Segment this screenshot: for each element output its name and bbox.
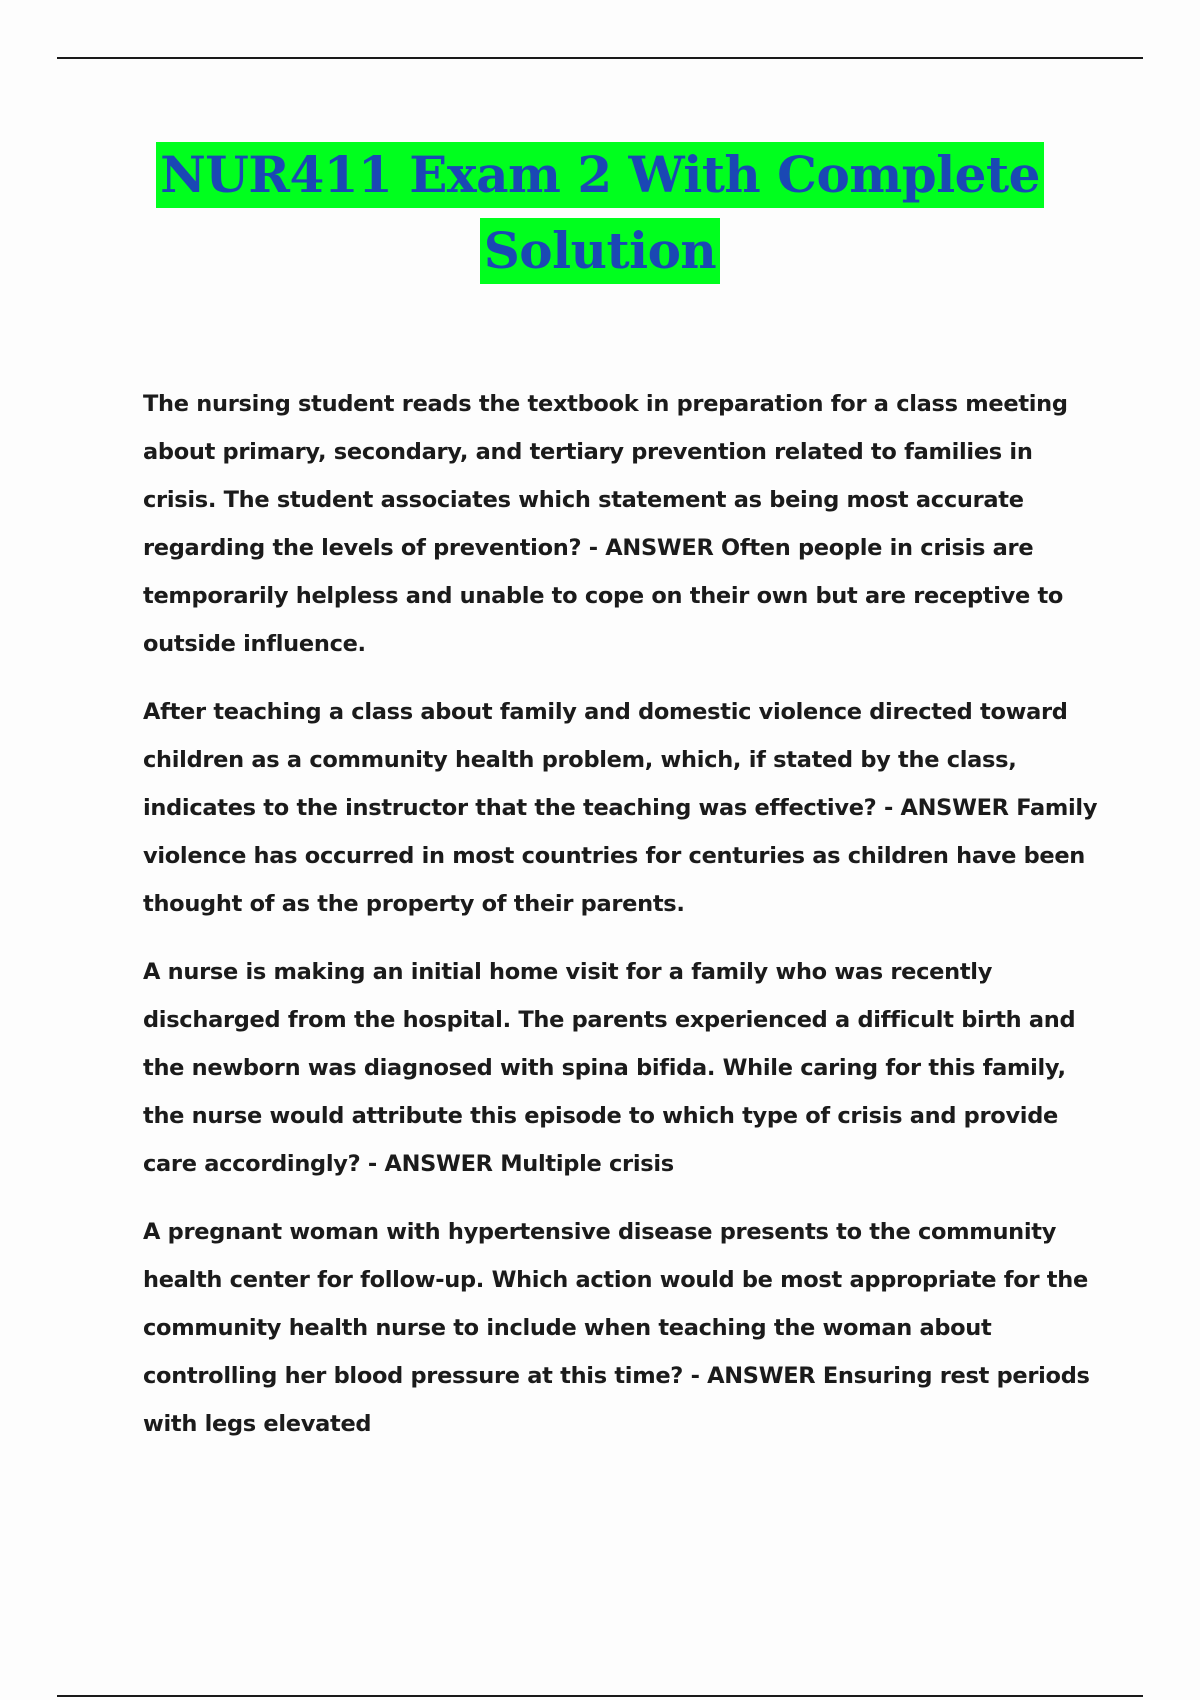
bottom-rule — [57, 1695, 1143, 1697]
title-line-2: Solution — [480, 218, 721, 284]
question-answer-item: After teaching a class about family and domestic violence directed toward children as a community health problem, which, if stated by the class, indicates to the instructor that the teaching was effective? - ANSWER Family violence has occurred in most countries for centuries as children have been thought of as the property of their parents. — [143, 699, 1098, 917]
question-list — [143, 380, 1103, 1468]
question-answer-item: The nursing student reads the textbook in preparation for a class meeting about primary, secondary, and tertiary prevention related to families in crisis. The student associates which statement as being most accurate regarding the levels of prevention? - ANSWER Often people in crisis are temporarily helpless and unable to cope on their own but are receptive to outside influence. — [143, 391, 1068, 657]
question-answer-item: A pregnant woman with hypertensive disease presents to the community health center for follow-up. Which action would be most appropriate for the community health nurse to include when teaching the woman about controlling her blood pressure at this time? - ANSWER Ensuring rest periods with legs elevated — [143, 1219, 1090, 1437]
top-rule — [57, 57, 1143, 59]
question-answer-item: A nurse is making an initial home visit for a family who was recently discharged from the hospital. The parents experienced a difficult birth and the newborn was diagnosed with spina bifida. While caring for this family, the nurse would attribute this episode to which type of crisis and provide care accordingly? - ANSWER Multiple crisis — [143, 959, 1076, 1177]
title-line-1: NUR411 Exam 2 With Complete — [156, 142, 1044, 208]
document-title — [0, 142, 1200, 294]
